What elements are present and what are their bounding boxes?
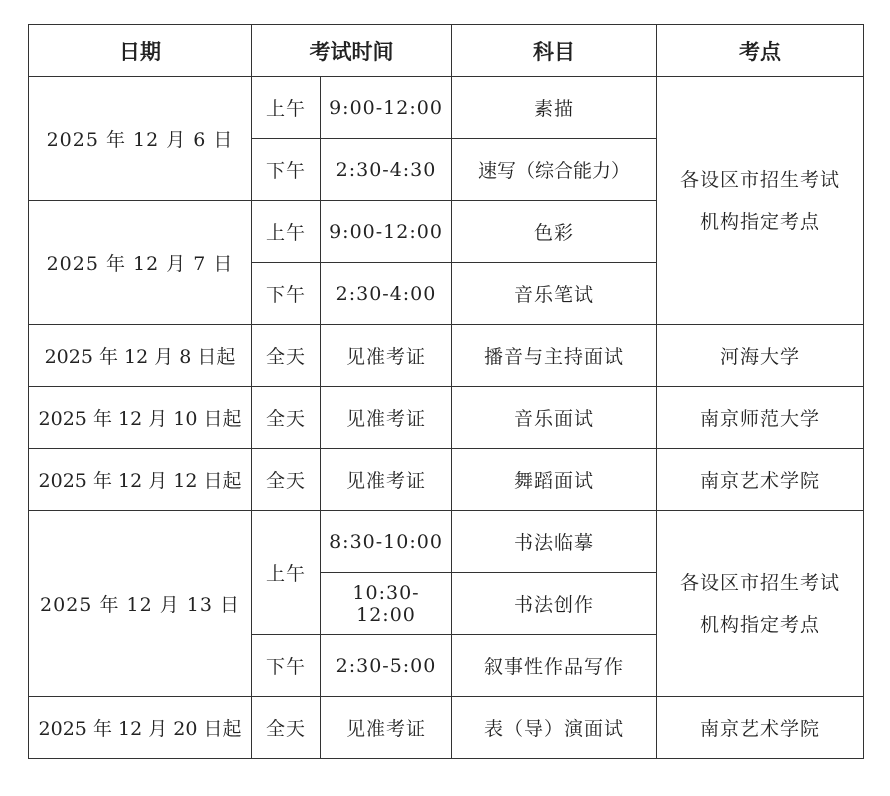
time-cell: 9:00-12:00 — [321, 77, 452, 139]
period-cell: 下午 — [252, 139, 321, 201]
venue-line: 机构指定考点 — [699, 210, 820, 233]
time-cell: 9:00-12:00 — [321, 201, 452, 263]
period-cell: 上午 — [252, 77, 321, 139]
date-cell: 2025 年 12 月 10 日起 — [29, 387, 252, 449]
table-row — [29, 77, 864, 139]
subject-cell: 书法创作 — [452, 573, 657, 635]
period-cell: 上午 — [252, 201, 321, 263]
period-cell: 下午 — [252, 263, 321, 325]
period-cell: 下午 — [252, 635, 321, 697]
table-row — [29, 449, 864, 511]
subject-cell: 色彩 — [452, 201, 657, 263]
time-cell: 8:30-10:00 — [321, 511, 452, 573]
subject-cell: 音乐笔试 — [452, 263, 657, 325]
venue-line: 机构指定考点 — [699, 613, 820, 636]
time-cell: 2:30-4:00 — [321, 263, 452, 325]
table-row — [29, 325, 864, 387]
header-subject: 科目 — [452, 25, 657, 77]
header-date: 日期 — [29, 25, 252, 77]
venue-line: 各设区市招生考试 — [679, 168, 840, 191]
time-cell: 见准考证 — [321, 325, 452, 387]
header-row — [29, 25, 864, 77]
venue-line: 各设区市招生考试 — [679, 571, 840, 594]
venue-cell — [657, 77, 864, 325]
date-cell: 2025 年 12 月 12 日起 — [29, 449, 252, 511]
time-cell: 见准考证 — [321, 387, 452, 449]
date-cell: 2025 年 12 月 13 日 — [29, 511, 252, 697]
period-cell: 上午 — [252, 511, 321, 635]
venue-cell: 河海大学 — [657, 325, 864, 387]
header-exam-time: 考试时间 — [252, 25, 452, 77]
venue-cell: 南京艺术学院 — [657, 449, 864, 511]
date-cell: 2025 年 12 月 20 日起 — [29, 697, 252, 759]
date-cell: 2025 年 12 月 6 日 — [29, 77, 252, 201]
table-row — [29, 387, 864, 449]
exam-schedule-table — [28, 24, 864, 759]
subject-cell: 播音与主持面试 — [452, 325, 657, 387]
venue-cell — [657, 511, 864, 697]
date-cell: 2025 年 12 月 7 日 — [29, 201, 252, 325]
time-cell: 见准考证 — [321, 697, 452, 759]
subject-cell: 书法临摹 — [452, 511, 657, 573]
period-cell: 全天 — [252, 325, 321, 387]
time-cell: 2:30-5:00 — [321, 635, 452, 697]
date-cell: 2025 年 12 月 8 日起 — [29, 325, 252, 387]
venue-cell: 南京艺术学院 — [657, 697, 864, 759]
subject-cell: 表（导）演面试 — [452, 697, 657, 759]
subject-cell: 叙事性作品写作 — [452, 635, 657, 697]
time-cell: 2:30-4:30 — [321, 139, 452, 201]
subject-cell: 音乐面试 — [452, 387, 657, 449]
period-cell: 全天 — [252, 387, 321, 449]
time-cell: 10:30-12:00 — [321, 573, 452, 635]
subject-cell: 速写（综合能力） — [452, 139, 657, 201]
table-row — [29, 511, 864, 573]
subject-cell: 素描 — [452, 77, 657, 139]
period-cell: 全天 — [252, 697, 321, 759]
venue-cell: 南京师范大学 — [657, 387, 864, 449]
period-cell: 全天 — [252, 449, 321, 511]
time-cell: 见准考证 — [321, 449, 452, 511]
table-row — [29, 697, 864, 759]
subject-cell: 舞蹈面试 — [452, 449, 657, 511]
header-venue: 考点 — [657, 25, 864, 77]
